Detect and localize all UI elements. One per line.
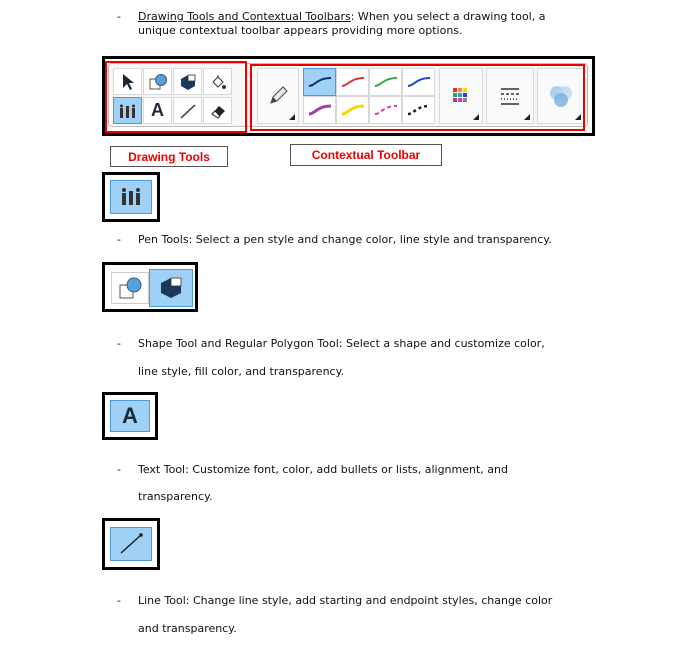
intro-line-2: unique contextual toolbar appears providing more options. — [138, 24, 463, 37]
shape-tools-description-1: Shape Tool and Regular Polygon Tool: Select a shape and customize color, — [138, 337, 545, 350]
intro-text-1: : When you select a drawing tool, a — [350, 10, 546, 23]
pen-tools-icon — [118, 186, 144, 208]
shape-tools-description-2: line style, fill color, and transparency. — [138, 365, 345, 378]
line-icon — [117, 532, 145, 556]
text-tool-button — [110, 400, 150, 432]
line-tool-description-2: and transparency. — [138, 622, 237, 635]
contextual-toolbar-label: Contextual Toolbar — [290, 144, 442, 166]
polygon-tool-button — [149, 269, 193, 307]
line-tool-button — [110, 527, 152, 561]
polygon-icon — [157, 275, 185, 301]
line-tool-description-1: Line Tool: Change line style, add starting and endpoint styles, change color — [138, 594, 553, 607]
shape-tools-figure — [102, 262, 198, 312]
pen-tools-button — [110, 180, 152, 214]
bullet-dash: - — [117, 337, 121, 350]
shape-icon — [117, 276, 143, 300]
drawing-tools-highlight — [105, 61, 247, 133]
text-tool-figure — [102, 392, 158, 440]
text-icon: A — [151, 100, 164, 120]
bullet-dash: - — [117, 594, 121, 607]
shape-tool-button — [111, 272, 149, 304]
bullet-dash: - — [117, 233, 121, 246]
contextual-toolbar-highlight — [250, 64, 585, 131]
text-icon: A — [122, 403, 138, 428]
drawing-tools-label: Drawing Tools — [110, 146, 228, 167]
pen-tools-description: Pen Tools: Select a pen style and change color, line style and transparency. — [138, 233, 552, 246]
intro-title: Drawing Tools and Contextual Toolbars — [138, 10, 351, 23]
line-tool-figure — [102, 518, 160, 570]
bullet-dash: - — [117, 10, 121, 23]
intro-line-1 — [138, 10, 545, 23]
pen-tools-figure — [102, 172, 160, 222]
bullet-dash: - — [117, 463, 121, 476]
text-tool-description-2: transparency. — [138, 490, 213, 503]
text-tool-description-1: Text Tool: Customize font, color, add bullets or lists, alignment, and — [138, 463, 508, 476]
